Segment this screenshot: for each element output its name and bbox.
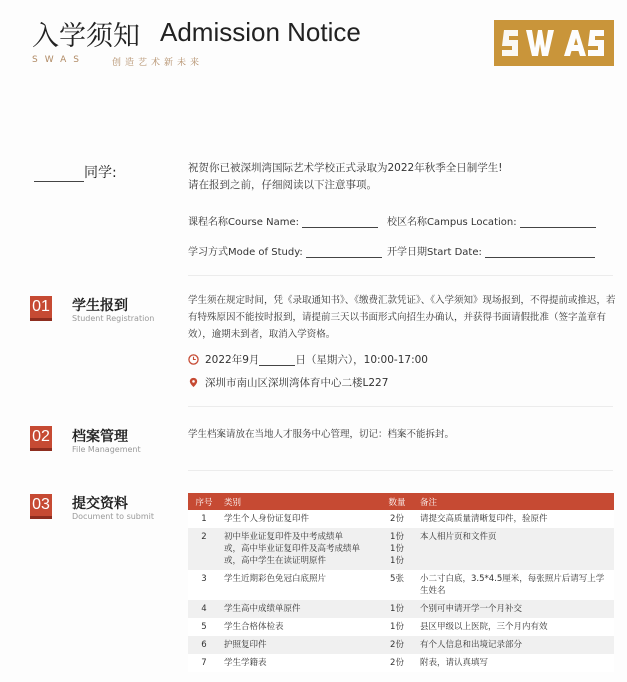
cell-notes: 个别可申请开学一个月补交 (416, 600, 614, 618)
table-body (188, 510, 614, 672)
table-row (188, 570, 614, 600)
start-date-blank[interactable] (485, 247, 595, 258)
table-row (188, 636, 614, 654)
section-title-cn: 提交资料 (72, 496, 128, 512)
cell-notes: 附表，请认真填写 (416, 654, 614, 672)
registration-address (188, 375, 388, 390)
campus-location-blank[interactable] (520, 217, 596, 228)
cell-category: 护照复印件 (220, 636, 378, 654)
cell-notes: 请提交高质量清晰复印件，验原件 (416, 510, 614, 528)
cell-index: 4 (188, 600, 220, 618)
table-row (188, 600, 614, 618)
section-title-en: Document to submit (72, 512, 155, 521)
mode-of-study-field (188, 243, 382, 258)
table-row (188, 654, 614, 672)
date-day-blank[interactable] (259, 354, 295, 366)
date-suffix: 日（星期六），10:00-17:00 (295, 354, 428, 366)
salutation: 同学: (84, 165, 117, 181)
cell-category: 初中毕业证复印件及中考成绩单 或，高中毕业证复印件及高考成绩单 或，高中学生在读证明原件 (220, 528, 378, 570)
section-number-badge: 01 (30, 296, 52, 318)
start-date-field (387, 243, 595, 258)
brand-name: SWAS (32, 55, 86, 65)
cell-quantity: 2份 (378, 636, 416, 654)
page-title-en: Admission Notice (160, 17, 361, 47)
table-header-row (188, 493, 614, 510)
cell-category: 学生合格体检表 (220, 618, 378, 636)
congrats-line: 祝贺你已被深圳湾国际艺术学校正式录取为2022年秋季全日制学生! (188, 162, 503, 174)
instructions-line: 请在报到之前，仔细阅读以下注意事项。 (188, 179, 377, 191)
cell-quantity: 1份 (378, 600, 416, 618)
course-name-label: 课程名称Course Name: (188, 217, 299, 228)
cell-index: 1 (188, 510, 220, 528)
cell-quantity: 1份 (378, 618, 416, 636)
table-row (188, 510, 614, 528)
section-title-cn: 学生报到 (72, 298, 128, 314)
section-number-badge: 02 (30, 426, 52, 448)
divider (188, 275, 613, 276)
mode-of-study-blank[interactable] (306, 247, 382, 258)
cell-index: 7 (188, 654, 220, 672)
cell-category: 学生高中成绩单原件 (220, 600, 378, 618)
course-name-blank[interactable] (302, 217, 378, 228)
section-title-cn: 档案管理 (72, 429, 128, 445)
col-header-category: 类别 (220, 493, 378, 510)
student-name-blank[interactable] (34, 165, 84, 182)
address-text: 深圳市南山区深圳湾体育中心二楼L227 (205, 377, 389, 389)
divider (188, 406, 613, 407)
cell-index: 3 (188, 570, 220, 600)
documents-table (188, 493, 614, 672)
file-management-text: 学生档案请放在当地人才服务中心管理，切记：档案不能拆封。 (188, 429, 455, 440)
cell-quantity: 2份 (378, 654, 416, 672)
cell-quantity: 1份 1份 1份 (378, 528, 416, 570)
registration-text: 学生须在规定时间，凭《录取通知书》、《缴费汇款凭证》、《入学须知》现场报到，不得提前或推迟，若有特殊原因不能按时报到，请提前三天以书面形式向招生办确认，并获得书面请假批准（签字盖章有效），逾期未到者，取消入学资格。 (188, 295, 616, 340)
cell-notes: 小二寸白底，3.5*4.5厘米，每张照片后请写上学生姓名 (416, 570, 614, 600)
table-row (188, 528, 614, 570)
registration-date (188, 352, 428, 367)
location-pin-icon (188, 377, 199, 388)
cell-index: 6 (188, 636, 220, 654)
cell-index: 5 (188, 618, 220, 636)
cell-category: 学生学籍表 (220, 654, 378, 672)
section-number-badge: 03 (30, 494, 52, 516)
mode-of-study-label: 学习方式Mode of Study: (188, 247, 303, 258)
cell-index: 2 (188, 528, 220, 570)
cell-notes: 本人相片页和文件页 (416, 528, 614, 570)
section-title-en: File Management (72, 445, 141, 454)
cell-category: 学生个人身份证复印件 (220, 510, 378, 528)
campus-location-field (387, 213, 596, 228)
student-name-line (34, 162, 117, 182)
cell-notes: 有个人信息和出境记录部分 (416, 636, 614, 654)
page-title-cn: 入学须知 (32, 21, 140, 52)
campus-location-label: 校区名称Campus Location: (387, 217, 517, 228)
divider (188, 470, 613, 471)
table-row (188, 618, 614, 636)
col-header-index: 序号 (188, 493, 220, 510)
section-title-en: Student Registration (72, 314, 155, 323)
col-header-notes: 备注 (416, 493, 614, 510)
col-header-quantity: 数量 (378, 493, 416, 510)
cell-quantity: 5张 (378, 570, 416, 600)
swas-logo (494, 20, 614, 66)
cell-category: 学生近期彩色免冠白底照片 (220, 570, 378, 600)
clock-icon (188, 354, 199, 365)
course-name-field (188, 213, 378, 228)
date-prefix: 2022年9月 (205, 354, 260, 366)
cell-notes: 县区甲级以上医院，三个月内有效 (416, 618, 614, 636)
brand-slogan: 创造艺术新未来 (112, 58, 204, 68)
start-date-label: 开学日期Start Date: (387, 247, 482, 258)
cell-quantity: 2份 (378, 510, 416, 528)
